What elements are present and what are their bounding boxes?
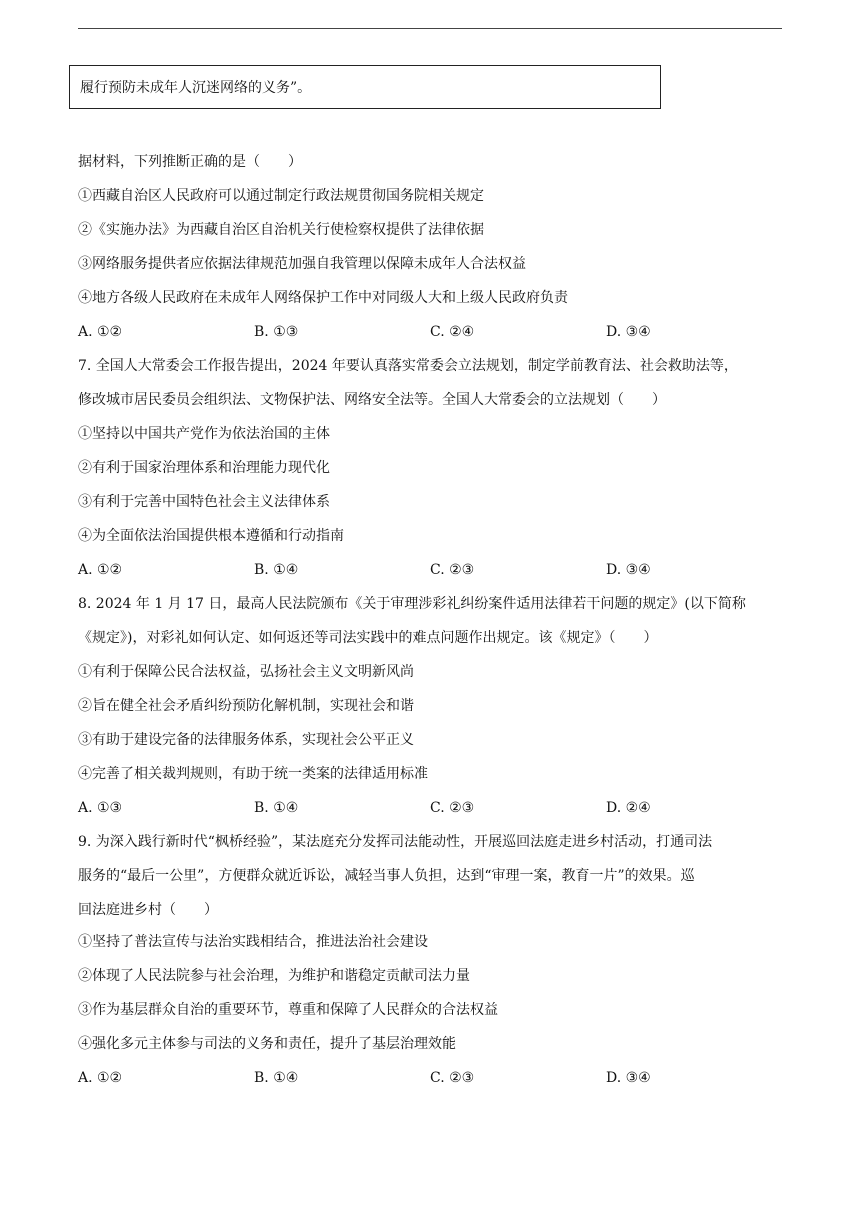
q6-statement-4: ④地方各级人民政府在未成年人网络保护工作中对同级人大和上级人民政府负责 [78, 290, 568, 306]
q6-option-d: D. ③④ [606, 324, 651, 340]
q7-stem-line-1: 7. 全国人大常委会工作报告提出，2024 年要认真落实常委会立法规划，制定学前教育法、社会救助法等， [78, 358, 738, 374]
q9-option-a: A. ①② [78, 1070, 123, 1086]
q8-option-c: C. ②③ [430, 800, 475, 816]
q8-stem-line-1: 8. 2024 年 1 月 17 日，最高人民法院颁布《关于审理涉彩礼纠纷案件适用法律若干问题的规定》(以下简称 [78, 596, 746, 612]
q6-statement-3: ③网络服务提供者应依据法律规范加强自我管理以保障未成年人合法权益 [78, 256, 526, 272]
header-rule [78, 28, 782, 29]
q9-option-d: D. ③④ [606, 1070, 651, 1086]
q8-statement-1: ①有利于保障公民合法权益，弘扬社会主义文明新风尚 [78, 664, 414, 680]
q6-option-b: B. ①③ [254, 324, 299, 340]
q7-option-a: A. ①② [78, 562, 123, 578]
q8-option-d: D. ②④ [606, 800, 651, 816]
q9-statement-3: ③作为基层群众自治的重要环节，尊重和保障了人民群众的合法权益 [78, 1002, 498, 1018]
q6-option-c: C. ②④ [430, 324, 475, 340]
q8-option-a: A. ①③ [78, 800, 123, 816]
q9-statement-2: ②体现了人民法院参与社会治理，为维护和谐稳定贡献司法力量 [78, 968, 470, 984]
q8-statement-4: ④完善了相关裁判规则，有助于统一类案的法律适用标准 [78, 766, 428, 782]
q7-statement-1: ①坚持以中国共产党作为依法治国的主体 [78, 426, 330, 442]
q7-option-b: B. ①④ [254, 562, 299, 578]
q6-option-a: A. ①② [78, 324, 123, 340]
q7-option-c: C. ②③ [430, 562, 475, 578]
q6-statement-1: ①西藏自治区人民政府可以通过制定行政法规贯彻国务院相关规定 [78, 188, 484, 204]
q7-stem-line-2: 修改城市居民委员会组织法、文物保护法、网络安全法等。全国人大常委会的立法规划（ ） [78, 392, 666, 408]
q9-option-c: C. ②③ [430, 1070, 475, 1086]
q9-stem-line-1: 9. 为深入践行新时代“枫桥经验”，某法庭充分发挥司法能动性，开展巡回法庭走进乡村活动，打通司法 [78, 834, 713, 850]
q8-statement-3: ③有助于建设完备的法律服务体系，实现社会公平正义 [78, 732, 414, 748]
material-box-text: 履行预防未成年人沉迷网络的义务”。 [80, 80, 312, 96]
q9-statement-4: ④强化多元主体参与司法的义务和责任，提升了基层治理效能 [78, 1036, 456, 1052]
q6-statement-2: ②《实施办法》为西藏自治区自治机关行使检察权提供了法律依据 [78, 222, 484, 238]
q9-stem-line-2: 服务的“最后一公里”，方便群众就近诉讼，减轻当事人负担，达到“审理一案，教育一片”的效果。巡 [78, 868, 695, 884]
q7-option-d: D. ③④ [606, 562, 651, 578]
q8-option-b: B. ①④ [254, 800, 299, 816]
q8-stem-line-2: 《规定》)，对彩礼如何认定、如何返还等司法实践中的难点问题作出规定。该《规定》（ ） [78, 630, 658, 646]
q9-stem-line-3: 回法庭进乡村（ ） [78, 902, 218, 918]
q7-statement-4: ④为全面依法治国提供根本遵循和行动指南 [78, 528, 344, 544]
q7-statement-3: ③有利于完善中国特色社会主义法律体系 [78, 494, 330, 510]
q8-statement-2: ②旨在健全社会矛盾纠纷预防化解机制，实现社会和谐 [78, 698, 414, 714]
q9-option-b: B. ①④ [254, 1070, 299, 1086]
q7-statement-2: ②有利于国家治理体系和治理能力现代化 [78, 460, 330, 476]
q9-statement-1: ①坚持了普法宣传与法治实践相结合，推进法治社会建设 [78, 934, 428, 950]
q6-stem: 据材料，下列推断正确的是（ ） [78, 154, 302, 170]
material-box [69, 65, 661, 109]
